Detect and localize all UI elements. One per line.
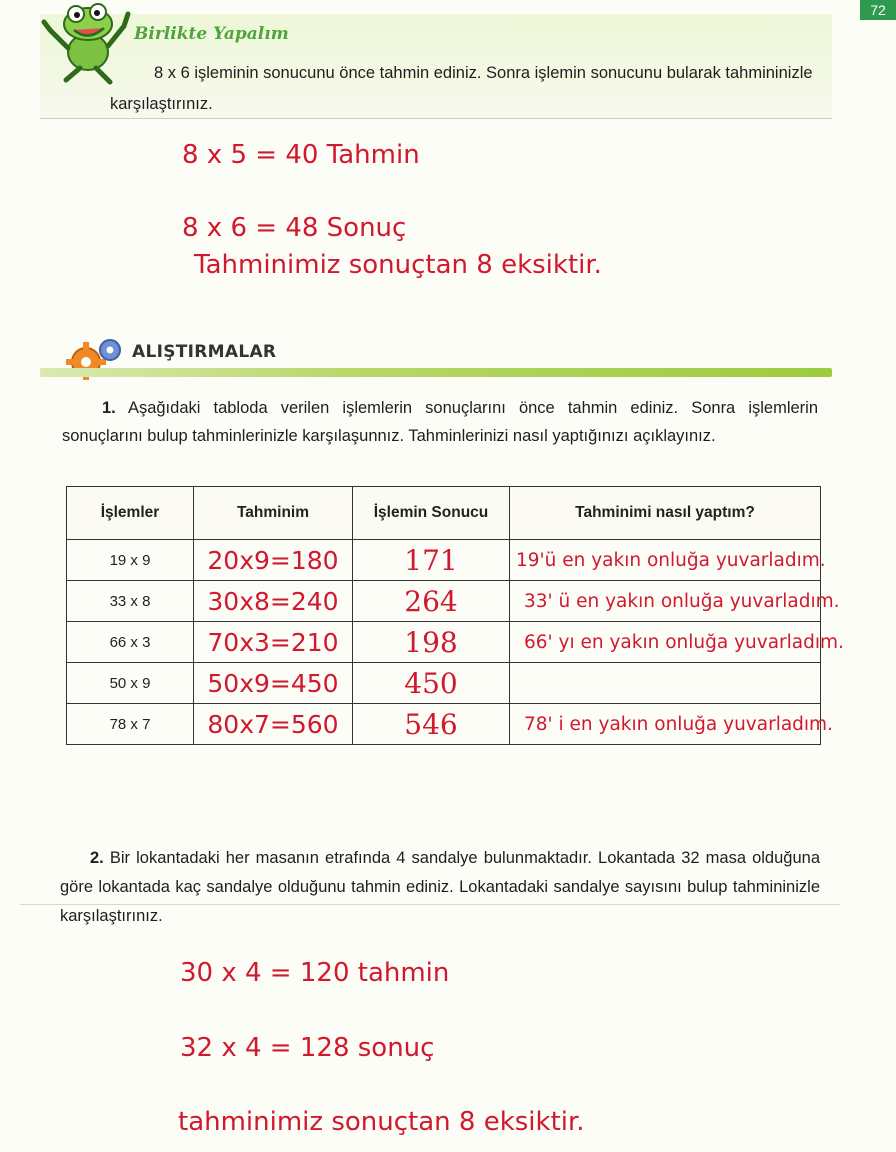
header-operations: İşlemler — [67, 487, 194, 540]
question-1-text: Aşağıdaki tabloda verilen işlemlerin sonuçlarını önce tahmin ediniz. Sonra işlemlerin sonuçlarını bulup tahminlerinizle karşılaşunnız. Tahminlerinizi nasıl yaptığınızı açıklayınız. — [62, 399, 819, 445]
question-2-number: 2. — [90, 849, 104, 867]
cell-result: 198 — [353, 622, 510, 663]
q2-answer-conclusion: tahminimiz sonuçtan 8 eksiktir. — [178, 1107, 585, 1137]
table-row — [67, 581, 821, 622]
table-row — [67, 622, 821, 663]
table-row — [67, 663, 821, 704]
together-answer-result: 8 x 6 = 48 Sonuç — [182, 213, 407, 243]
cell-estimate: 50x9=450 — [194, 663, 353, 704]
cell-result: 450 — [353, 663, 510, 704]
cell-operation: 33 x 8 — [67, 581, 194, 622]
cell-estimate: 30x8=240 — [194, 581, 353, 622]
cell-how: 78' i en yakın onluğa yuvarladım. — [524, 714, 833, 735]
question-2 — [60, 844, 820, 931]
cell-result: 546 — [353, 704, 510, 745]
cell-how: 33' ü en yakın onluğa yuvarladım. — [524, 591, 840, 612]
page-number: 72 — [860, 0, 896, 20]
estimation-table — [66, 486, 844, 745]
cell-estimate: 20x9=180 — [194, 540, 353, 581]
together-answer-conclusion: Tahminimiz sonuçtan 8 eksiktir. — [194, 250, 602, 280]
cell-operation: 66 x 3 — [67, 622, 194, 663]
exercises-divider — [40, 368, 832, 377]
question-2-text: Bir lokantadaki her masanın etrafında 4 sandalye bulunmaktadır. Lokantada 32 masa olduğuna göre lokantada kaç sandalye olduğunu tahmin ediniz. Lokantadaki sandalye sayısını bulup tahmininizle karşılaştırınız. — [60, 849, 820, 925]
table-row — [67, 540, 821, 581]
header-how: Tahminimi nasıl yaptım? — [510, 487, 821, 540]
question-1-number: 1. — [102, 399, 116, 417]
cell-how: 66' yı en yakın onluğa yuvarladım. — [524, 632, 844, 653]
cell-operation: 19 x 9 — [67, 540, 194, 581]
q2-answer-result: 32 x 4 = 128 sonuç — [180, 1033, 435, 1063]
table-row — [67, 704, 821, 745]
cell-operation: 78 x 7 — [67, 704, 194, 745]
header-estimate: Tahminim — [194, 487, 353, 540]
cell-result: 264 — [353, 581, 510, 622]
question-1 — [62, 394, 818, 450]
q2-answer-estimate: 30 x 4 = 120 tahmin — [180, 958, 450, 988]
together-answer-estimate: 8 x 5 = 40 Tahmin — [182, 140, 420, 170]
divider-line — [20, 904, 840, 905]
exercises-title: ALIŞTIRMALAR — [132, 342, 277, 362]
cell-how: 19'ü en yakın onluğa yuvarladım. — [516, 550, 826, 571]
together-instruction: 8 x 6 işleminin sonucunu önce tahmin ediniz. Sonra işlemin sonucunu bularak tahmininizle karşılaştırınız. — [110, 64, 813, 113]
cell-estimate: 70x3=210 — [194, 622, 353, 663]
header-result: İşlemin Sonucu — [353, 487, 510, 540]
cell-operation: 50 x 9 — [67, 663, 194, 704]
cell-result: 171 — [353, 540, 510, 581]
cell-estimate: 80x7=560 — [194, 704, 353, 745]
together-title: Birlikte Yapalım — [134, 24, 289, 44]
table-header-row — [67, 487, 821, 540]
